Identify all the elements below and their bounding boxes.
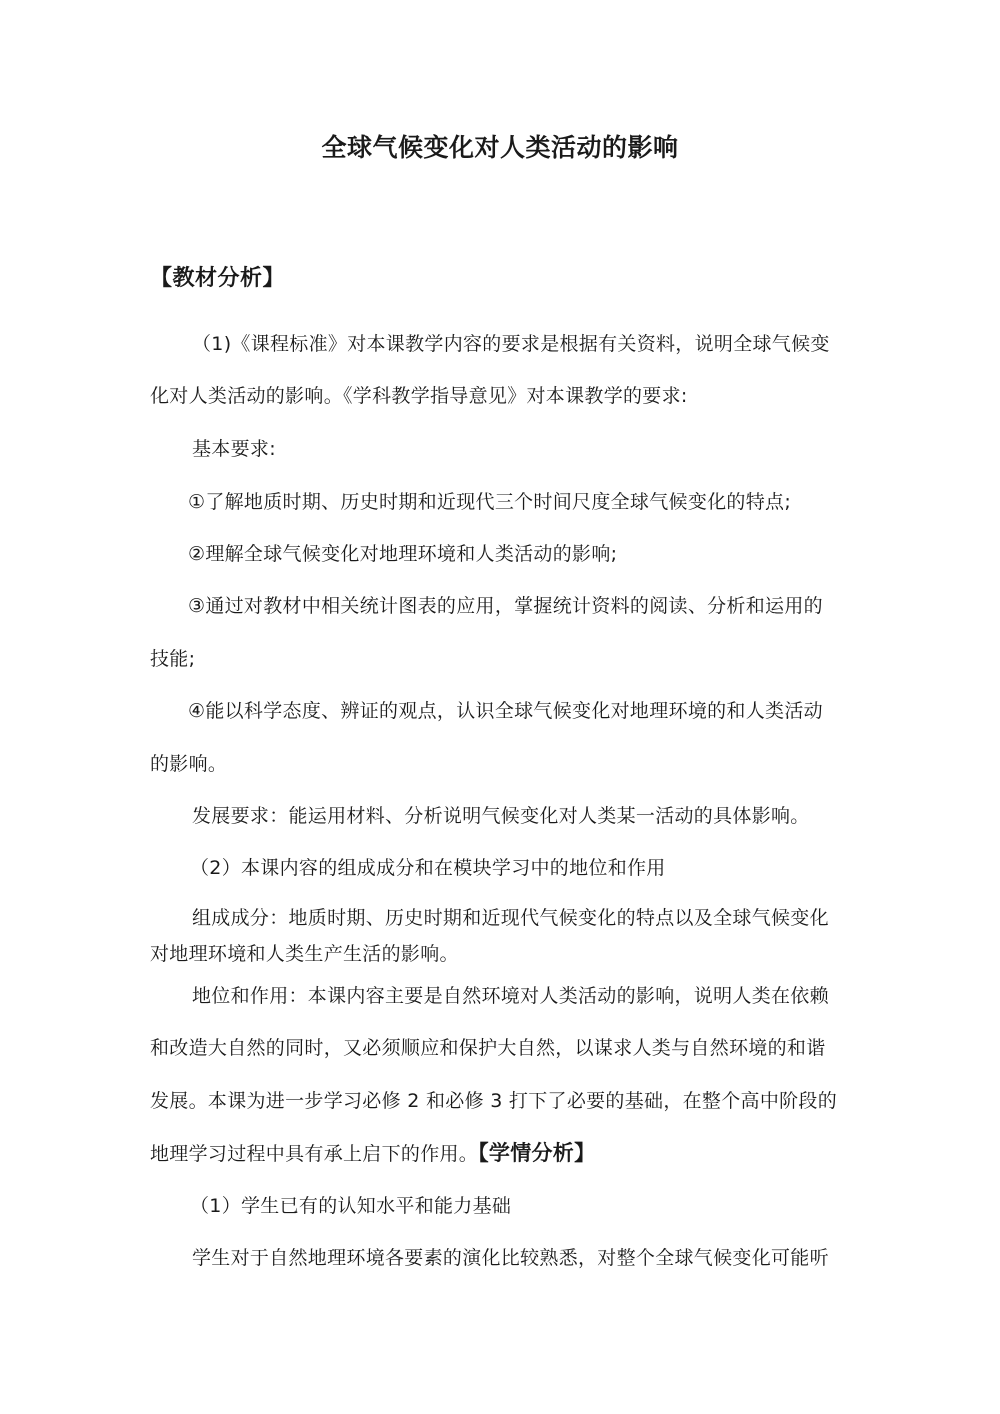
section-heading-textbook-analysis: 【教材分析】 [150,266,286,291]
paragraph-line: 对地理环境和人类生产生活的影响。 [150,943,459,965]
list-item: ④能以科学态度、辨证的观点，认识全球气候变化对地理环境的和人类活动 [188,700,823,722]
list-item: ③通过对教材中相关统计图表的应用，掌握统计资料的阅读、分析和运用的 [188,595,823,617]
section-heading-student-analysis: 【学情分析】 [478,1141,596,1165]
paragraph-line: 和改造大自然的同时，又必须顺应和保护大自然，以谋求人类与自然环境的和谐 [150,1037,826,1059]
paragraph-line: 化对人类活动的影响。《学科教学指导意见》对本课教学的要求: [150,385,688,407]
paragraph-line: 地位和作用：本课内容主要是自然环境对人类活动的影响，说明人类在依赖 [192,985,829,1007]
document-title: 全球气候变化对人类活动的影响 [321,133,679,162]
paragraph-line: 组成成分：地质时期、历史时期和近现代气候变化的特点以及全球气候变化 [192,907,829,929]
paragraph-line: （1)《课程标准》对本课教学内容的要求是根据有关资料，说明全球气候变 [192,333,830,355]
paragraph-line: 基本要求: [192,438,276,460]
list-item: ②理解全球气候变化对地理环境和人类活动的影响; [188,543,618,565]
paragraph-line: 学生对于自然地理环境各要素的演化比较熟悉，对整个全球气候变化可能听 [192,1247,829,1269]
paragraph-line-with-heading [150,1139,850,1168]
paragraph-text: 地理学习过程中具有承上启下的作用。 [150,1143,479,1165]
subsection-heading: （1）学生已有的认知水平和能力基础 [190,1195,512,1217]
list-item-continued: 的影响。 [150,753,228,775]
list-item-continued: 技能; [150,648,196,670]
paragraph-line: 发展要求：能运用材料、分析说明气候变化对人类某一活动的具体影响。 [192,805,810,827]
list-item: ①了解地质时期、历史时期和近现代三个时间尺度全球气候变化的特点; [188,491,792,513]
paragraph-line: 发展。本课为进一步学习必修 2 和必修 3 打下了必要的基础，在整个高中阶段的 [150,1090,838,1112]
subsection-heading: （2）本课内容的组成成分和在模块学习中的地位和作用 [190,857,666,879]
